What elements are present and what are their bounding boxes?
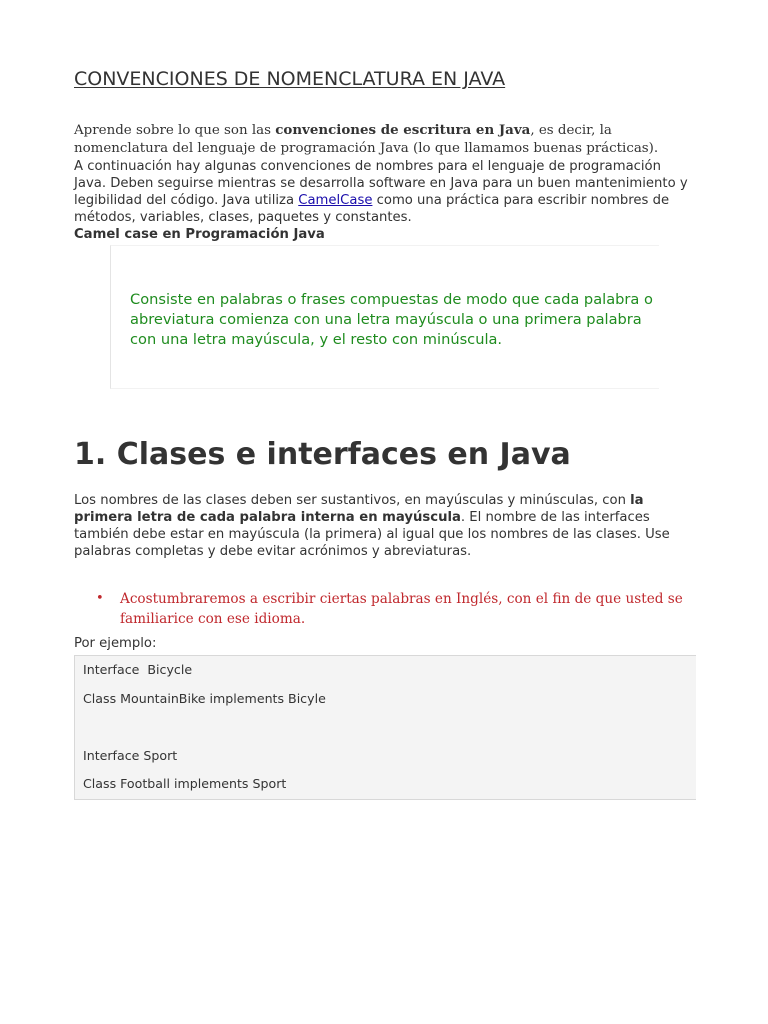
document-title: CONVENCIONES DE NOMENCLATURA EN JAVA [74,68,506,90]
note-list [94,589,704,629]
intro-paragraph-serif [74,121,694,158]
code-line: Class MountainBike implements Bicyle [83,691,326,706]
section-body-text-end: . El nombre de las interfaces también debe estar en mayúscula (la primera) al igual que los nombres de las clases. Use palabras completas y debe evitar acrónimos y abreviaturas. [74,510,670,559]
intro-paragraph [74,158,696,226]
section-heading-classes: 1. Clases e interfaces en Java [74,437,571,472]
note-text: Acostumbraremos a escribir ciertas palabras en Inglés, con el fin de que usted se familiarice con ese idioma. [120,591,683,627]
section-body-bold: la primera letra de cada palabra interna en mayúscula [74,493,644,525]
list-item [94,589,704,629]
code-line: Interface Sport [83,748,178,763]
definition-quote-text: Consiste en palabras o frases compuestas de modo que cada palabra o abreviatura comienza con una letra mayúscula o una primera palabra con una letra mayúscula, y el resto con minúscula. [130,291,653,348]
section-body-paragraph [74,492,692,560]
intro-serif-text-end: , es decir, la nomenclatura del lenguaje de programación Java (lo que llamamos buenas prácticas). [74,123,659,156]
camelcase-link[interactable]: CamelCase [298,193,373,208]
example-label: Por ejemplo: [74,636,157,651]
intro-serif-bold: convenciones de escritura en Java [275,122,531,138]
section-body-text: Los nombres de las clases deben ser sustantivos, en mayúsculas y minúsculas, con [74,493,631,508]
intro-serif-text: Aprende sobre lo que son las [74,123,276,138]
code-line: Class Football implements Sport [83,776,287,791]
intro-text-end: como una práctica para escribir nombres de métodos, variables, clases, paquetes y constantes. [74,193,670,225]
camel-case-subheading: Camel case en Programación Java [74,227,325,242]
code-example-box [74,655,696,800]
definition-quote-box [110,245,659,389]
bullet-icon: • [96,591,104,606]
code-line: Interface Bicycle [83,662,193,677]
intro-text: A continuación hay algunas convenciones de nombres para el lenguaje de programación Java. Deben seguirse mientras se desarrolla software en Java para un buen mantenimiento y legibilidad del código. Java utiliza [74,159,688,208]
